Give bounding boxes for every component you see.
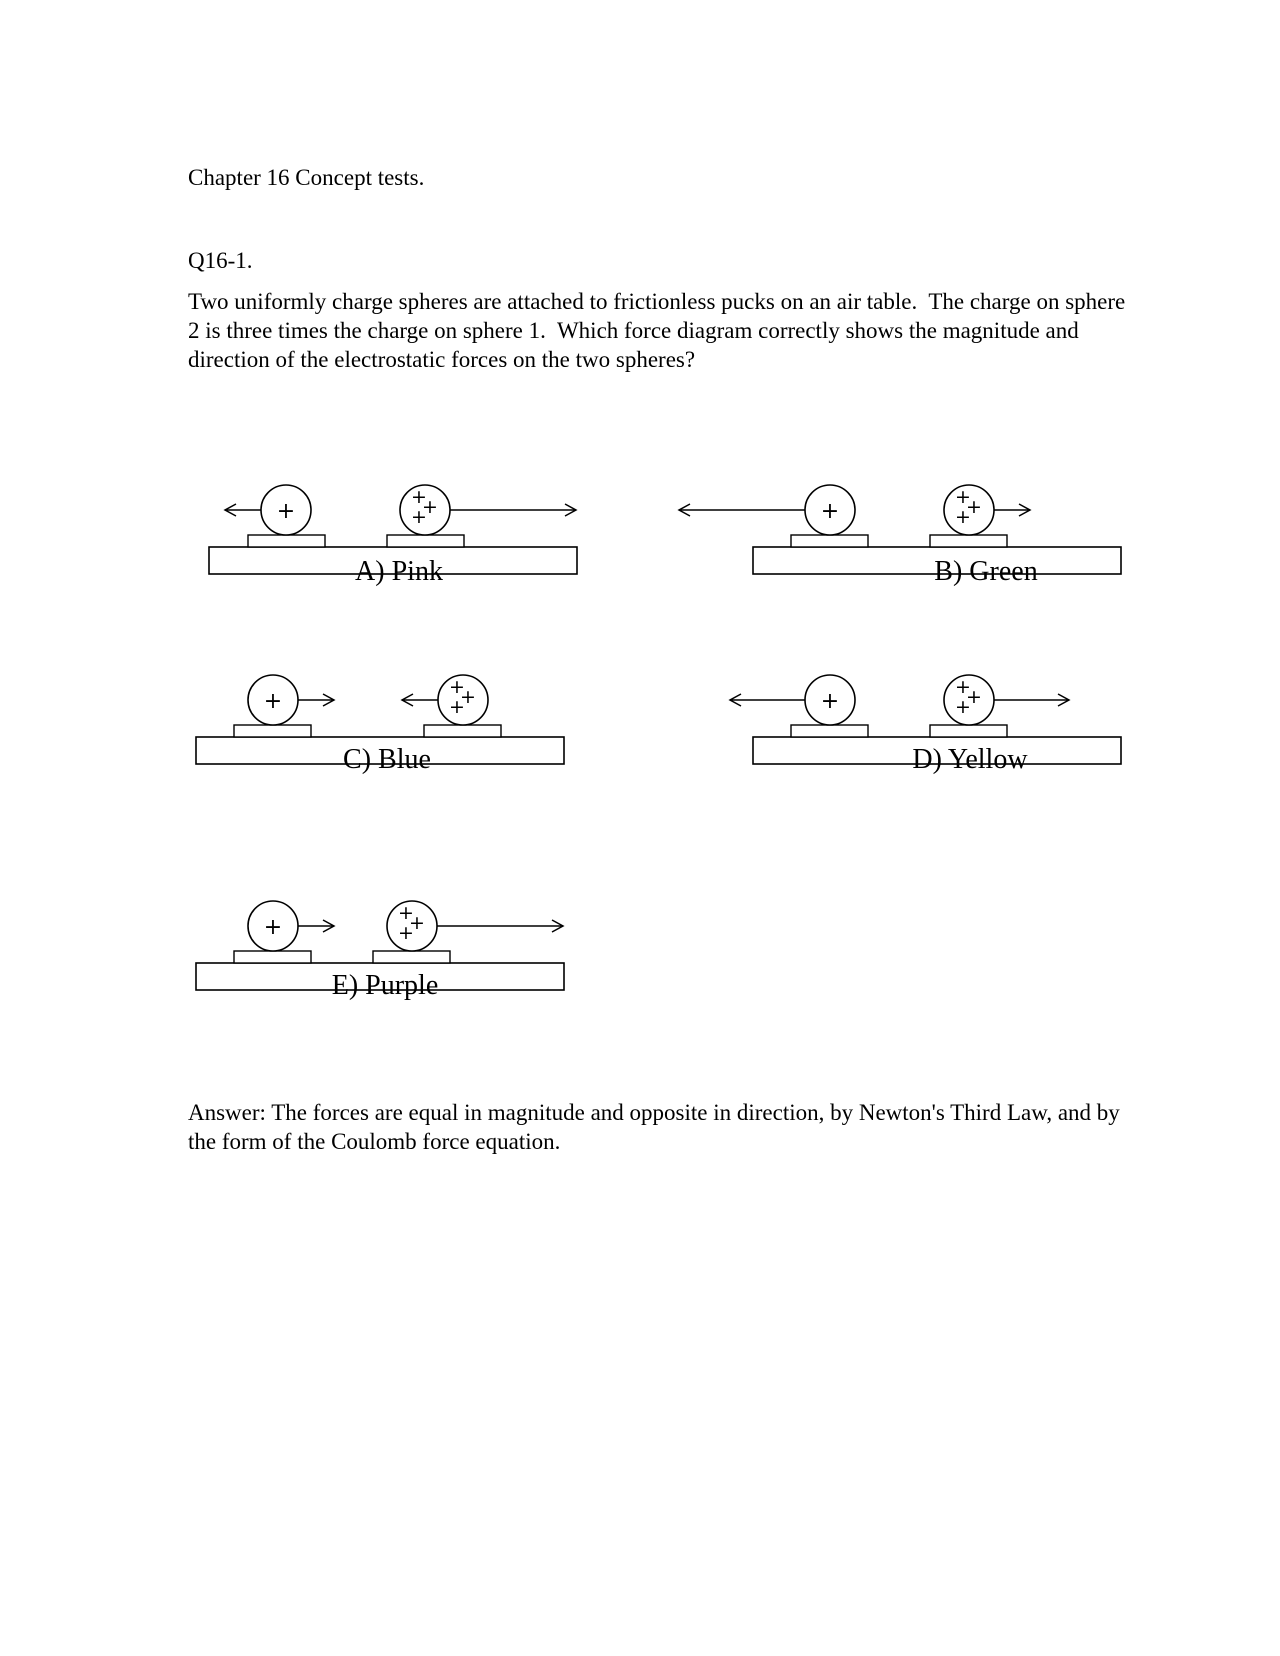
- svg-text:+: +: [966, 686, 982, 708]
- diagram-d-label: D) Yellow: [912, 744, 1028, 775]
- puck-2: [373, 951, 450, 963]
- puck-2: [424, 725, 501, 737]
- question-text: Two uniformly charge spheres are attached to frictionless pucks on an air table. The charge on sphere 2 is three times the charge on sphere 1. Which force diagram correctly shows the magnitude and direction of the electrostatic forces on the two spheres?: [188, 289, 1131, 372]
- svg-text:+: +: [955, 696, 971, 718]
- force-diagram-d: [680, 658, 1060, 788]
- diagram-b-label: B) Green: [934, 556, 1038, 587]
- svg-text:+: +: [422, 496, 438, 518]
- puck-1: [791, 535, 868, 547]
- answer-text: Answer: The forces are equal in magnitude and opposite in direction, by Newton's Third Law, and by the form of the Coulomb force equation.: [188, 1100, 1126, 1154]
- puck-2: [930, 725, 1007, 737]
- puck-1: [234, 725, 311, 737]
- svg-text:+: +: [449, 696, 465, 718]
- svg-text:+: +: [460, 686, 476, 708]
- force-diagram-e: [185, 884, 565, 1014]
- question-id: Q16-1.: [188, 248, 253, 273]
- sphere-1-charge: +: [276, 499, 296, 524]
- puck-2: [387, 535, 464, 547]
- svg-text:+: +: [449, 676, 465, 698]
- sphere-1-charge: +: [820, 689, 840, 714]
- puck-1: [234, 951, 311, 963]
- sphere-1-charge: +: [263, 689, 283, 714]
- sphere-1-charge: +: [820, 499, 840, 524]
- diagram-c-label: C) Blue: [343, 744, 431, 775]
- sphere-1-charge: +: [263, 915, 283, 940]
- svg-text:+: +: [411, 506, 427, 528]
- svg-text:+: +: [955, 676, 971, 698]
- diagram-a-label: A) Pink: [355, 556, 443, 587]
- svg-text:+: +: [411, 486, 427, 508]
- svg-text:+: +: [409, 912, 425, 934]
- force-diagram-c: [185, 658, 565, 788]
- svg-text:+: +: [398, 922, 414, 944]
- chapter-title: Chapter 16 Concept tests.: [188, 165, 425, 190]
- diagram-e-label: E) Purple: [331, 970, 439, 1001]
- svg-text:+: +: [966, 496, 982, 518]
- svg-text:+: +: [955, 506, 971, 528]
- puck-1: [248, 535, 325, 547]
- puck-2: [930, 535, 1007, 547]
- puck-1: [791, 725, 868, 737]
- force-diagram-b: [680, 470, 1060, 600]
- force-diagram-a: [185, 470, 565, 600]
- svg-text:+: +: [398, 902, 414, 924]
- svg-text:+: +: [955, 486, 971, 508]
